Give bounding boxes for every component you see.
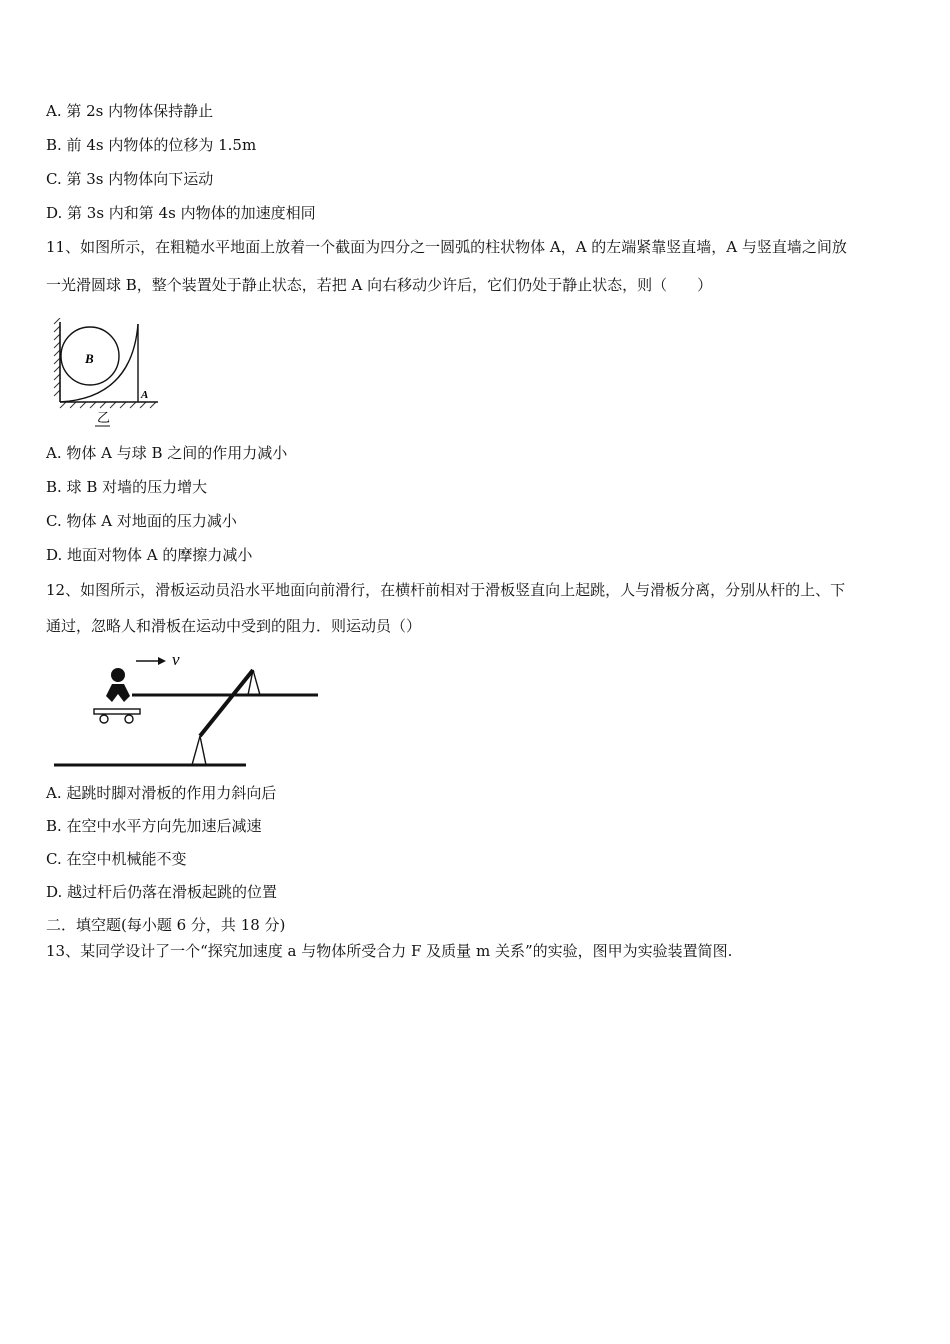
q12-option-a: A. 起跳时脚对滑板的作用力斜向后 [46,784,277,802]
q11-option-d: D. 地面对物体 A 的摩擦力减小 [46,546,253,564]
q10-option-b: B. 前 4s 内物体的位移为 1.5m [46,136,257,154]
q11-option-b: B. 球 B 对墙的压力增大 [46,478,208,496]
q12-option-d: D. 越过杆后仍落在滑板起跳的位置 [46,883,278,901]
q11-option-c: C. 物体 A 对地面的压力减小 [46,512,237,530]
q12-velocity-label: v [172,650,180,669]
q10-option-a: A. 第 2s 内物体保持静止 [46,102,214,120]
q11-label-b: B [85,351,94,366]
section-heading-fill-in: 二．填空题(每小题 6 分，共 18 分) [46,916,286,934]
q11-stem-line-1: 11、如图所示，在粗糙水平地面上放着一个截面为四分之一圆弧的柱状物体 A，A 的左端紧靠竖直墙，A 与竖直墙之间放 [46,238,847,256]
q12-option-c: C. 在空中机械能不变 [46,850,187,868]
q12-figure [48,646,323,771]
q10-option-c: C. 第 3s 内物体向下运动 [46,170,214,188]
q12-stem-line-2: 通过，忽略人和滑板在运动中受到的阻力．则运动员（） [46,617,422,635]
q11-option-a: A. 物体 A 与球 B 之间的作用力减小 [46,444,288,462]
q11-caption: 乙 [97,410,111,425]
skater-figure [106,668,130,702]
q12-option-b: B. 在空中水平方向先加速后减速 [46,817,262,835]
q13-stem: 13、某同学设计了一个“探究加速度 a 与物体所受合力 F 及质量 m 关系”的实验，图甲为实验装置简图. [46,942,733,960]
q12-stem-line-1: 12、如图所示，滑板运动员沿水平地面向前滑行，在横杆前相对于滑板竖直向上起跳，人与滑板分离，分别从杆的上、下 [46,581,846,599]
q10-option-d: D. 第 3s 内和第 4s 内物体的加速度相同 [46,204,316,222]
q11-label-a: A [141,389,149,401]
q11-stem-line-2: 一光滑圆球 B，整个装置处于静止状态，若把 A 向右移动少许后，它们仍处于静止状态，则（ ） [46,276,713,294]
q11-figure [52,318,162,430]
